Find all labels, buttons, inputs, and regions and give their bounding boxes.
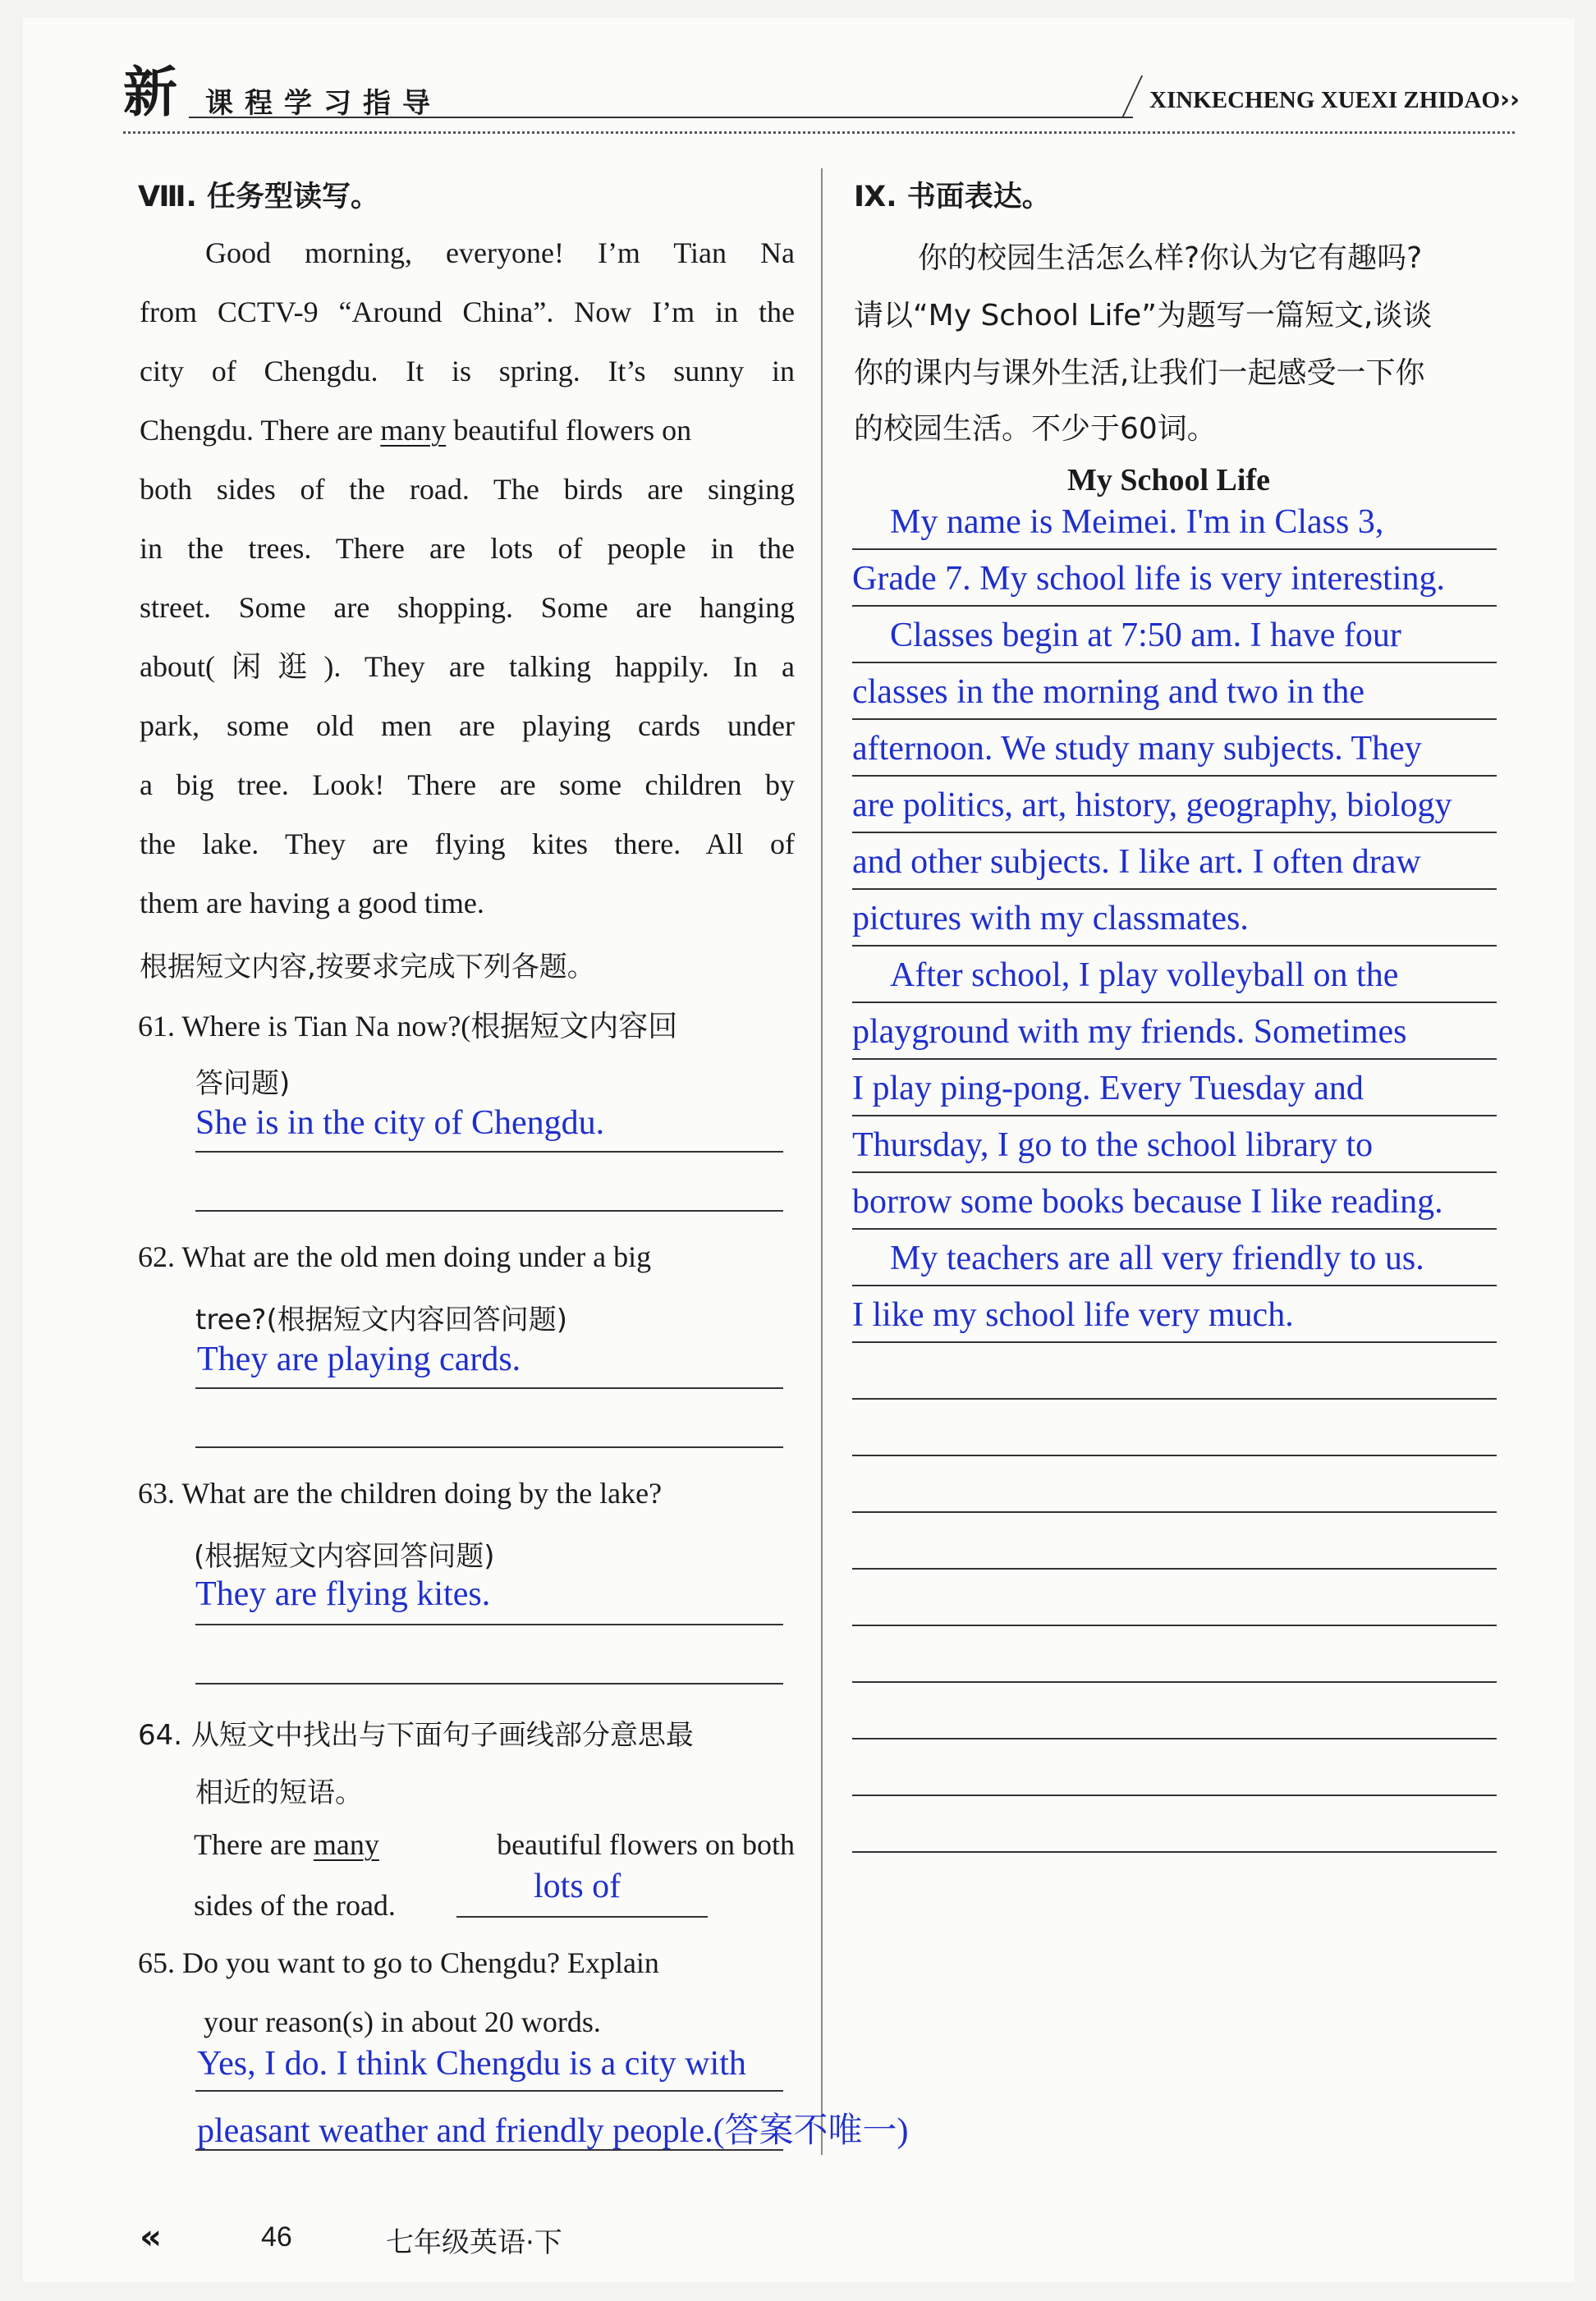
writing-line [852, 945, 1497, 947]
writing-line [852, 1568, 1497, 1570]
answer-line [195, 1624, 783, 1625]
column-divider [821, 168, 823, 2155]
writing-line [852, 1681, 1497, 1683]
passage-line: about(闲逛). They are talking happily. In a [140, 650, 795, 683]
passage-line: the lake. They are flying kites there. All of [140, 827, 795, 860]
section9-prompt-line: 的校园生活。不少于60词。 [854, 412, 1217, 446]
writing-line [852, 832, 1497, 833]
header-title: 课程学习指导 [205, 87, 442, 120]
essay-line: playground with my friends. Sometimes [852, 1013, 1407, 1051]
passage-line: park, some old men are playing cards under [140, 709, 795, 742]
essay-line: My teachers are all very friendly to us. [890, 1240, 1424, 1277]
q63-text-cont: (根据短文内容回答问题) [194, 1540, 495, 1573]
passage-line: Chengdu. There are many beautiful flowers on [140, 414, 692, 447]
writing-line [852, 1398, 1497, 1400]
writing-line [852, 1115, 1497, 1116]
essay-line: are politics, art, history, geography, biology [852, 786, 1452, 824]
essay-line: and other subjects. I like art. I often draw [852, 843, 1421, 881]
essay-line: borrow some books because I like reading. [852, 1183, 1443, 1221]
writing-line [852, 1002, 1497, 1003]
writing-line [852, 1058, 1497, 1060]
passage-line: street. Some are shopping. Some are hanging [140, 591, 795, 624]
underlined-word: many [380, 414, 447, 447]
passage-line: them are having a good time. [140, 887, 484, 919]
header-logo: 新 [123, 61, 177, 124]
essay-line: Thursday, I go to the school library to [852, 1126, 1374, 1164]
q64-answer: lots of [534, 1868, 621, 1905]
answer-line [195, 1387, 783, 1389]
writing-line [852, 662, 1497, 663]
q63-text: 63. What are the children doing by the lake? [138, 1477, 663, 1510]
writing-line [852, 1455, 1497, 1456]
writing-line [852, 1341, 1497, 1343]
answer-line [195, 1683, 783, 1684]
section9-title: Ⅸ. 书面表达。 [854, 181, 1051, 213]
writing-line [852, 1738, 1497, 1740]
essay-line: I play ping-pong. Every Tuesday and [852, 1070, 1364, 1107]
passage-line: city of Chengdu. It is spring. It’s sunny in [140, 355, 795, 387]
underlined-word: many [313, 1828, 379, 1861]
answer-line [195, 1151, 783, 1153]
section9-prompt-line: 请以“My School Life”为题写一篇短文,谈谈 [854, 299, 1433, 332]
essay-line: I like my school life very much. [852, 1296, 1294, 1334]
writing-line [852, 775, 1497, 777]
q62-text-cont: tree?(根据短文内容回答问题) [195, 1304, 567, 1336]
passage-line: a big tree. Look! There are some children by [140, 768, 795, 801]
q63-answer: They are flying kites. [195, 1575, 491, 1613]
answer-line [195, 2090, 783, 2092]
writing-line [852, 1171, 1497, 1173]
answer-line [195, 2149, 783, 2151]
writing-line [852, 1795, 1497, 1796]
writing-line [852, 718, 1497, 720]
header-latin: XINKECHENG XUEXI ZHIDAO›› [1149, 85, 1520, 113]
essay-line: My name is Meimei. I'm in Class 3, [890, 503, 1384, 541]
q65-text-cont: your reason(s) in about 20 words. [204, 2005, 601, 2038]
essay-line: classes in the morning and two in the [852, 673, 1365, 711]
passage-line: Good morning, everyone! I’m Tian Na [205, 236, 795, 269]
writing-line [852, 1511, 1497, 1513]
q64-text: 64. 从短文中找出与下面句子画线部分意思最 [138, 1719, 694, 1752]
header-rule [189, 117, 1133, 118]
section8-instruction: 根据短文内容,按要求完成下列各题。 [140, 951, 595, 983]
double-chevron-left-icon: « [140, 2216, 163, 2257]
q64-sentence-end: sides of the road. [194, 1889, 396, 1922]
q61-text: 61. Where is Tian Na now?(根据短文内容回 [138, 1010, 678, 1043]
writing-line [852, 888, 1497, 890]
header-dotted-rule [123, 131, 1515, 134]
double-chevron-right-icon: ›› [1500, 85, 1520, 113]
essay-line: pictures with my classmates. [852, 900, 1249, 937]
q61-text-cont: 答问题) [195, 1067, 291, 1100]
q62-answer: They are playing cards. [197, 1341, 521, 1378]
writing-line [852, 605, 1497, 607]
answer-line [195, 1210, 783, 1212]
essay-title: My School Life [1067, 463, 1270, 497]
q65-text: 65. Do you want to go to Chengdu? Explain [138, 1946, 659, 1979]
essay-line: afternoon. We study many subjects. They [852, 730, 1422, 768]
passage-line: in the trees. There are lots of people in the [140, 532, 795, 565]
q65-answer-line2: pleasant weather and friendly people.(答案不唯一) [197, 2112, 909, 2150]
writing-line [852, 548, 1497, 550]
writing-line [852, 1851, 1497, 1853]
writing-line [852, 1625, 1497, 1626]
answer-line [195, 1446, 783, 1448]
essay-line: Classes begin at 7:50 am. I have four [890, 617, 1401, 654]
q64-text-cont: 相近的短语。 [195, 1776, 363, 1809]
passage-line: both sides of the road. The birds are singing [140, 473, 795, 506]
q65-answer-line1: Yes, I do. I think Chengdu is a city with [197, 2045, 746, 2083]
section9-prompt-line: 你的课内与课外生活,让我们一起感受一下你 [854, 356, 1425, 390]
essay-line: After school, I play volleyball on the [890, 956, 1399, 994]
section9-prompt-line: 你的校园生活怎么样?你认为它有趣吗? [918, 241, 1423, 275]
essay-line: Grade 7. My school life is very interesting. [852, 560, 1445, 598]
writing-line [852, 1285, 1497, 1286]
passage-line: from CCTV-9 “Around China”. Now I’m in the [140, 296, 795, 328]
q64-sentence: There are many beautiful flowers on both [194, 1828, 795, 1861]
section8-title: Ⅷ. 任务型读写。 [138, 181, 380, 213]
q62-text: 62. What are the old men doing under a big [138, 1240, 652, 1273]
page-number: 46 [261, 2221, 292, 2253]
writing-line [852, 1228, 1497, 1230]
book-grade-label: 七年级英语·下 [386, 2226, 562, 2259]
q61-answer: She is in the city of Chengdu. [195, 1104, 605, 1142]
answer-line [456, 1916, 708, 1918]
